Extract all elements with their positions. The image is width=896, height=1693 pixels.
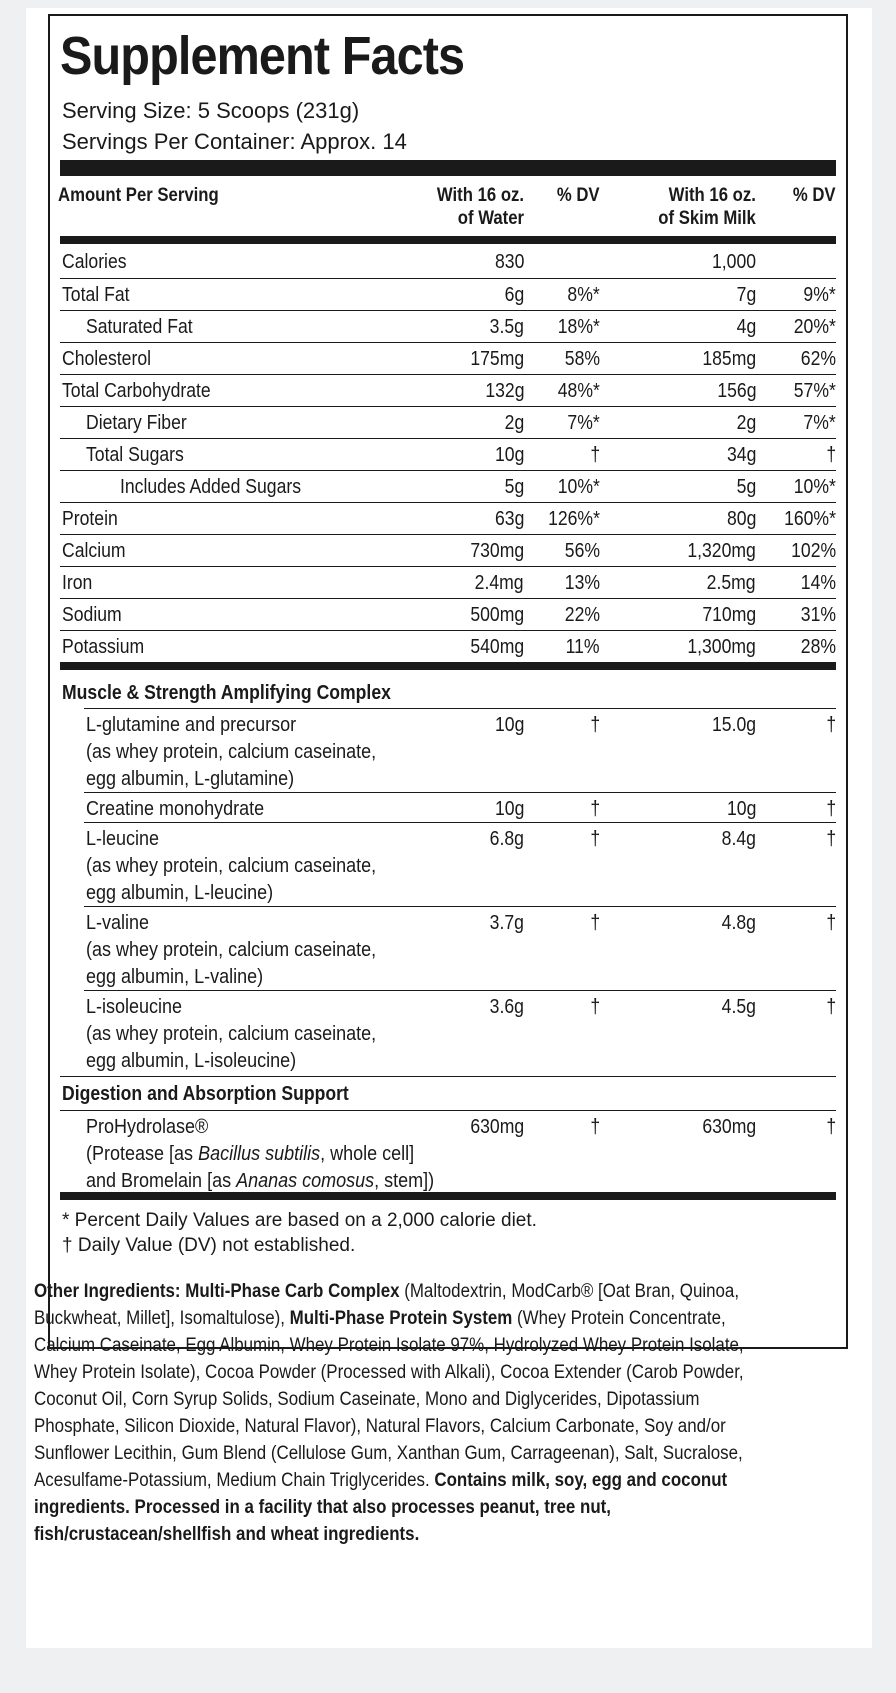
amount-milk: 8.4g — [721, 828, 756, 850]
nutrient-name: Calcium — [62, 540, 126, 562]
dv-water: 11% — [566, 636, 600, 658]
ingredient-name: L-valine (as whey protein, calcium caseinate, egg albumin, L-valine) — [86, 912, 377, 988]
nutrient-row — [60, 374, 836, 407]
digestion-row — [60, 1110, 836, 1191]
medium-divider — [60, 1192, 836, 1200]
dv-water: † — [590, 444, 600, 466]
nutrient-name: Sodium — [62, 604, 122, 626]
nutrient-name: Dietary Fiber — [86, 412, 187, 434]
dv-water: 8%* — [567, 284, 600, 306]
dv-water: 18%* — [557, 316, 600, 338]
nutrient-row — [60, 470, 836, 503]
amount-water: 2.4mg — [475, 572, 524, 594]
supplement-facts-panel — [48, 14, 848, 1349]
nutrient-name: Includes Added Sugars — [120, 476, 302, 498]
nutrient-row — [60, 630, 836, 663]
amount-milk: 4.8g — [721, 912, 756, 934]
dv-water: † — [590, 996, 600, 1018]
nutrient-row — [60, 310, 836, 343]
ingredient-name: ProHydrolase® (Protease [as Bacillus subtilis, whole cell] and Bromelain [as Ananas comosus, stem]) — [86, 1116, 435, 1192]
complex-title: Muscle & Strength Amplifying Complex — [62, 682, 391, 704]
ingredient-name: L-leucine (as whey protein, calcium caseinate, egg albumin, L-leucine) — [86, 828, 377, 904]
amount-milk: 1,300mg — [687, 636, 756, 658]
dv-water: 48%* — [557, 380, 600, 402]
nutrient-name: Cholesterol — [62, 348, 152, 370]
dv-water: 10%* — [557, 476, 600, 498]
dv-water: 13% — [564, 572, 600, 594]
amount-milk: 2.5mg — [707, 572, 756, 594]
amount-water: 540mg — [470, 636, 524, 658]
complex-row — [84, 792, 836, 823]
amount-water: 500mg — [470, 604, 524, 626]
amount-milk: 156g — [716, 380, 756, 402]
amount-water: 10g — [494, 714, 524, 736]
nutrient-row — [60, 438, 836, 471]
amount-water: 175mg — [470, 348, 524, 370]
nutrient-name: Iron — [62, 572, 93, 594]
dv-milk: 7%* — [803, 412, 836, 434]
complex-row — [84, 990, 836, 1075]
nutrient-row — [60, 246, 836, 278]
dv-milk: † — [826, 798, 836, 820]
digestion-title: Digestion and Absorption Support — [62, 1083, 349, 1105]
nutrient-name: Protein — [62, 508, 118, 530]
servings-per-container: Servings Per Container: Approx. 14 — [62, 129, 407, 154]
medium-divider — [60, 662, 836, 670]
amount-milk: 1,320mg — [687, 540, 756, 562]
complex-row — [84, 906, 836, 991]
nutrient-name: Total Sugars — [86, 444, 184, 466]
amount-water: 5g — [504, 476, 524, 498]
amount-milk: 1,000 — [711, 251, 756, 273]
medium-divider — [60, 236, 836, 244]
nutrient-row — [60, 502, 836, 535]
ingredient-name: L-glutamine and precursor (as whey protein, calcium caseinate, egg albumin, L-glutamine) — [86, 714, 377, 790]
header-water: With 16 oz. of Water — [436, 185, 524, 229]
amount-milk: 15.0g — [711, 714, 756, 736]
dv-milk: † — [826, 828, 836, 850]
amount-water: 630mg — [470, 1116, 524, 1138]
complex-row — [84, 822, 836, 907]
dv-milk: 102% — [790, 540, 836, 562]
amount-water: 132g — [484, 380, 524, 402]
amount-water: 3.5g — [489, 316, 524, 338]
amount-milk: 2g — [736, 412, 756, 434]
nutrient-row — [60, 598, 836, 631]
dv-milk: 10%* — [793, 476, 836, 498]
nutrient-row — [60, 278, 836, 311]
nutrient-name: Saturated Fat — [86, 316, 193, 338]
panel-title: Supplement Facts — [60, 26, 465, 86]
amount-water: 830 — [494, 251, 524, 273]
amount-milk: 10g — [726, 798, 756, 820]
complex-row — [84, 708, 836, 793]
dv-water: 126%* — [548, 508, 600, 530]
amount-water: 6g — [504, 284, 524, 306]
dv-milk: 20%* — [793, 316, 836, 338]
amount-water: 10g — [494, 798, 524, 820]
footnote-dagger: † Daily Value (DV) not established. — [62, 1235, 356, 1256]
dv-water: 58% — [564, 348, 600, 370]
amount-milk: 4.5g — [721, 996, 756, 1018]
dv-milk: † — [826, 996, 836, 1018]
dv-water: † — [590, 798, 600, 820]
label-sheet — [26, 8, 872, 1648]
nutrient-row — [60, 566, 836, 599]
dv-milk: 160%* — [784, 508, 836, 530]
ingredient-name: L-isoleucine (as whey protein, calcium caseinate, egg albumin, L-isoleucine) — [86, 996, 377, 1072]
header-milk: With 16 oz. of Skim Milk — [658, 185, 756, 229]
dv-water: 22% — [564, 604, 600, 626]
dv-milk: 14% — [800, 572, 836, 594]
amount-milk: 710mg — [702, 604, 756, 626]
dv-water: 56% — [564, 540, 600, 562]
amount-water: 2g — [504, 412, 524, 434]
dv-water: † — [590, 1116, 600, 1138]
dv-milk: 57%* — [793, 380, 836, 402]
dv-milk: † — [826, 1116, 836, 1138]
amount-water: 730mg — [470, 540, 524, 562]
nutrient-name: Total Carbohydrate — [62, 380, 211, 402]
amount-water: 3.7g — [489, 912, 524, 934]
nutrient-name: Calories — [62, 251, 127, 273]
dv-milk: † — [826, 444, 836, 466]
amount-water: 63g — [494, 508, 524, 530]
dv-milk: 62% — [800, 348, 836, 370]
ingredient-name: Creatine monohydrate — [86, 798, 265, 820]
dv-milk: 9%* — [803, 284, 836, 306]
dv-water: † — [590, 912, 600, 934]
dv-milk: † — [826, 912, 836, 934]
dv-milk: 28% — [800, 636, 836, 658]
dv-water: 7%* — [567, 412, 600, 434]
thick-divider — [60, 160, 836, 176]
footnote-percent: * Percent Daily Values are based on a 2,000 calorie diet. — [62, 1210, 537, 1231]
nutrient-name: Potassium — [62, 636, 145, 658]
amount-water: 3.6g — [489, 996, 524, 1018]
other-ingredients: Other Ingredients: Multi-Phase Carb Complex (Maltodextrin, ModCarb® [Oat Bran, Quinoa, Buckwheat, Millet], Isomaltulose), Multi-Phase Protein System (Whey Protein Concentrate, Calcium Caseinate, Egg Albumin, Whey Protein Isolate 97%, Hydrolyzed Whey Protein Isolate, Whey Protein Isolate), Cocoa Powder (Processed with Alkali), Cocoa Extender (Carob Powder, Coconut Oil, Corn Syrup Solids, Sodium Caseinate, Mono and Diglycerides, Dipotassium Phosphate, Silicon Dioxide, Natural Flavor), Natural Flavors, Calcium Carbonate, Soy and/or Sunflower Lecithin, Gum Blend (Cellulose Gum, Xanthan Gum, Carrageenan), Salt, Sucralose, Acesulfame-Potassium, Medium Chain Triglycerides. Contains milk, soy, egg and coconut ingredients. Processed in a facility that also processes peanut, tree nut, fish/crustacean/shellfish and wheat ingredients. — [34, 1281, 744, 1545]
dv-milk: 31% — [800, 604, 836, 626]
digestion-section — [60, 1076, 836, 1111]
dv-milk: † — [826, 714, 836, 736]
header-dv-milk: % DV — [793, 185, 836, 206]
amount-water: 6.8g — [489, 828, 524, 850]
serving-size: Serving Size: 5 Scoops (231g) — [62, 98, 360, 123]
amount-milk: 4g — [736, 316, 756, 338]
amount-milk: 7g — [736, 284, 756, 306]
nutrient-row — [60, 534, 836, 567]
nutrient-row — [60, 342, 836, 375]
amount-milk: 185mg — [702, 348, 756, 370]
header-amount: Amount Per Serving — [58, 185, 219, 206]
dv-water: † — [590, 714, 600, 736]
amount-water: 10g — [494, 444, 524, 466]
amount-milk: 5g — [736, 476, 756, 498]
nutrient-row — [60, 406, 836, 439]
amount-milk: 630mg — [702, 1116, 756, 1138]
amount-milk: 80g — [726, 508, 756, 530]
amount-milk: 34g — [726, 444, 756, 466]
header-dv-water: % DV — [557, 185, 600, 206]
nutrient-name: Total Fat — [62, 284, 130, 306]
dv-water: † — [590, 828, 600, 850]
